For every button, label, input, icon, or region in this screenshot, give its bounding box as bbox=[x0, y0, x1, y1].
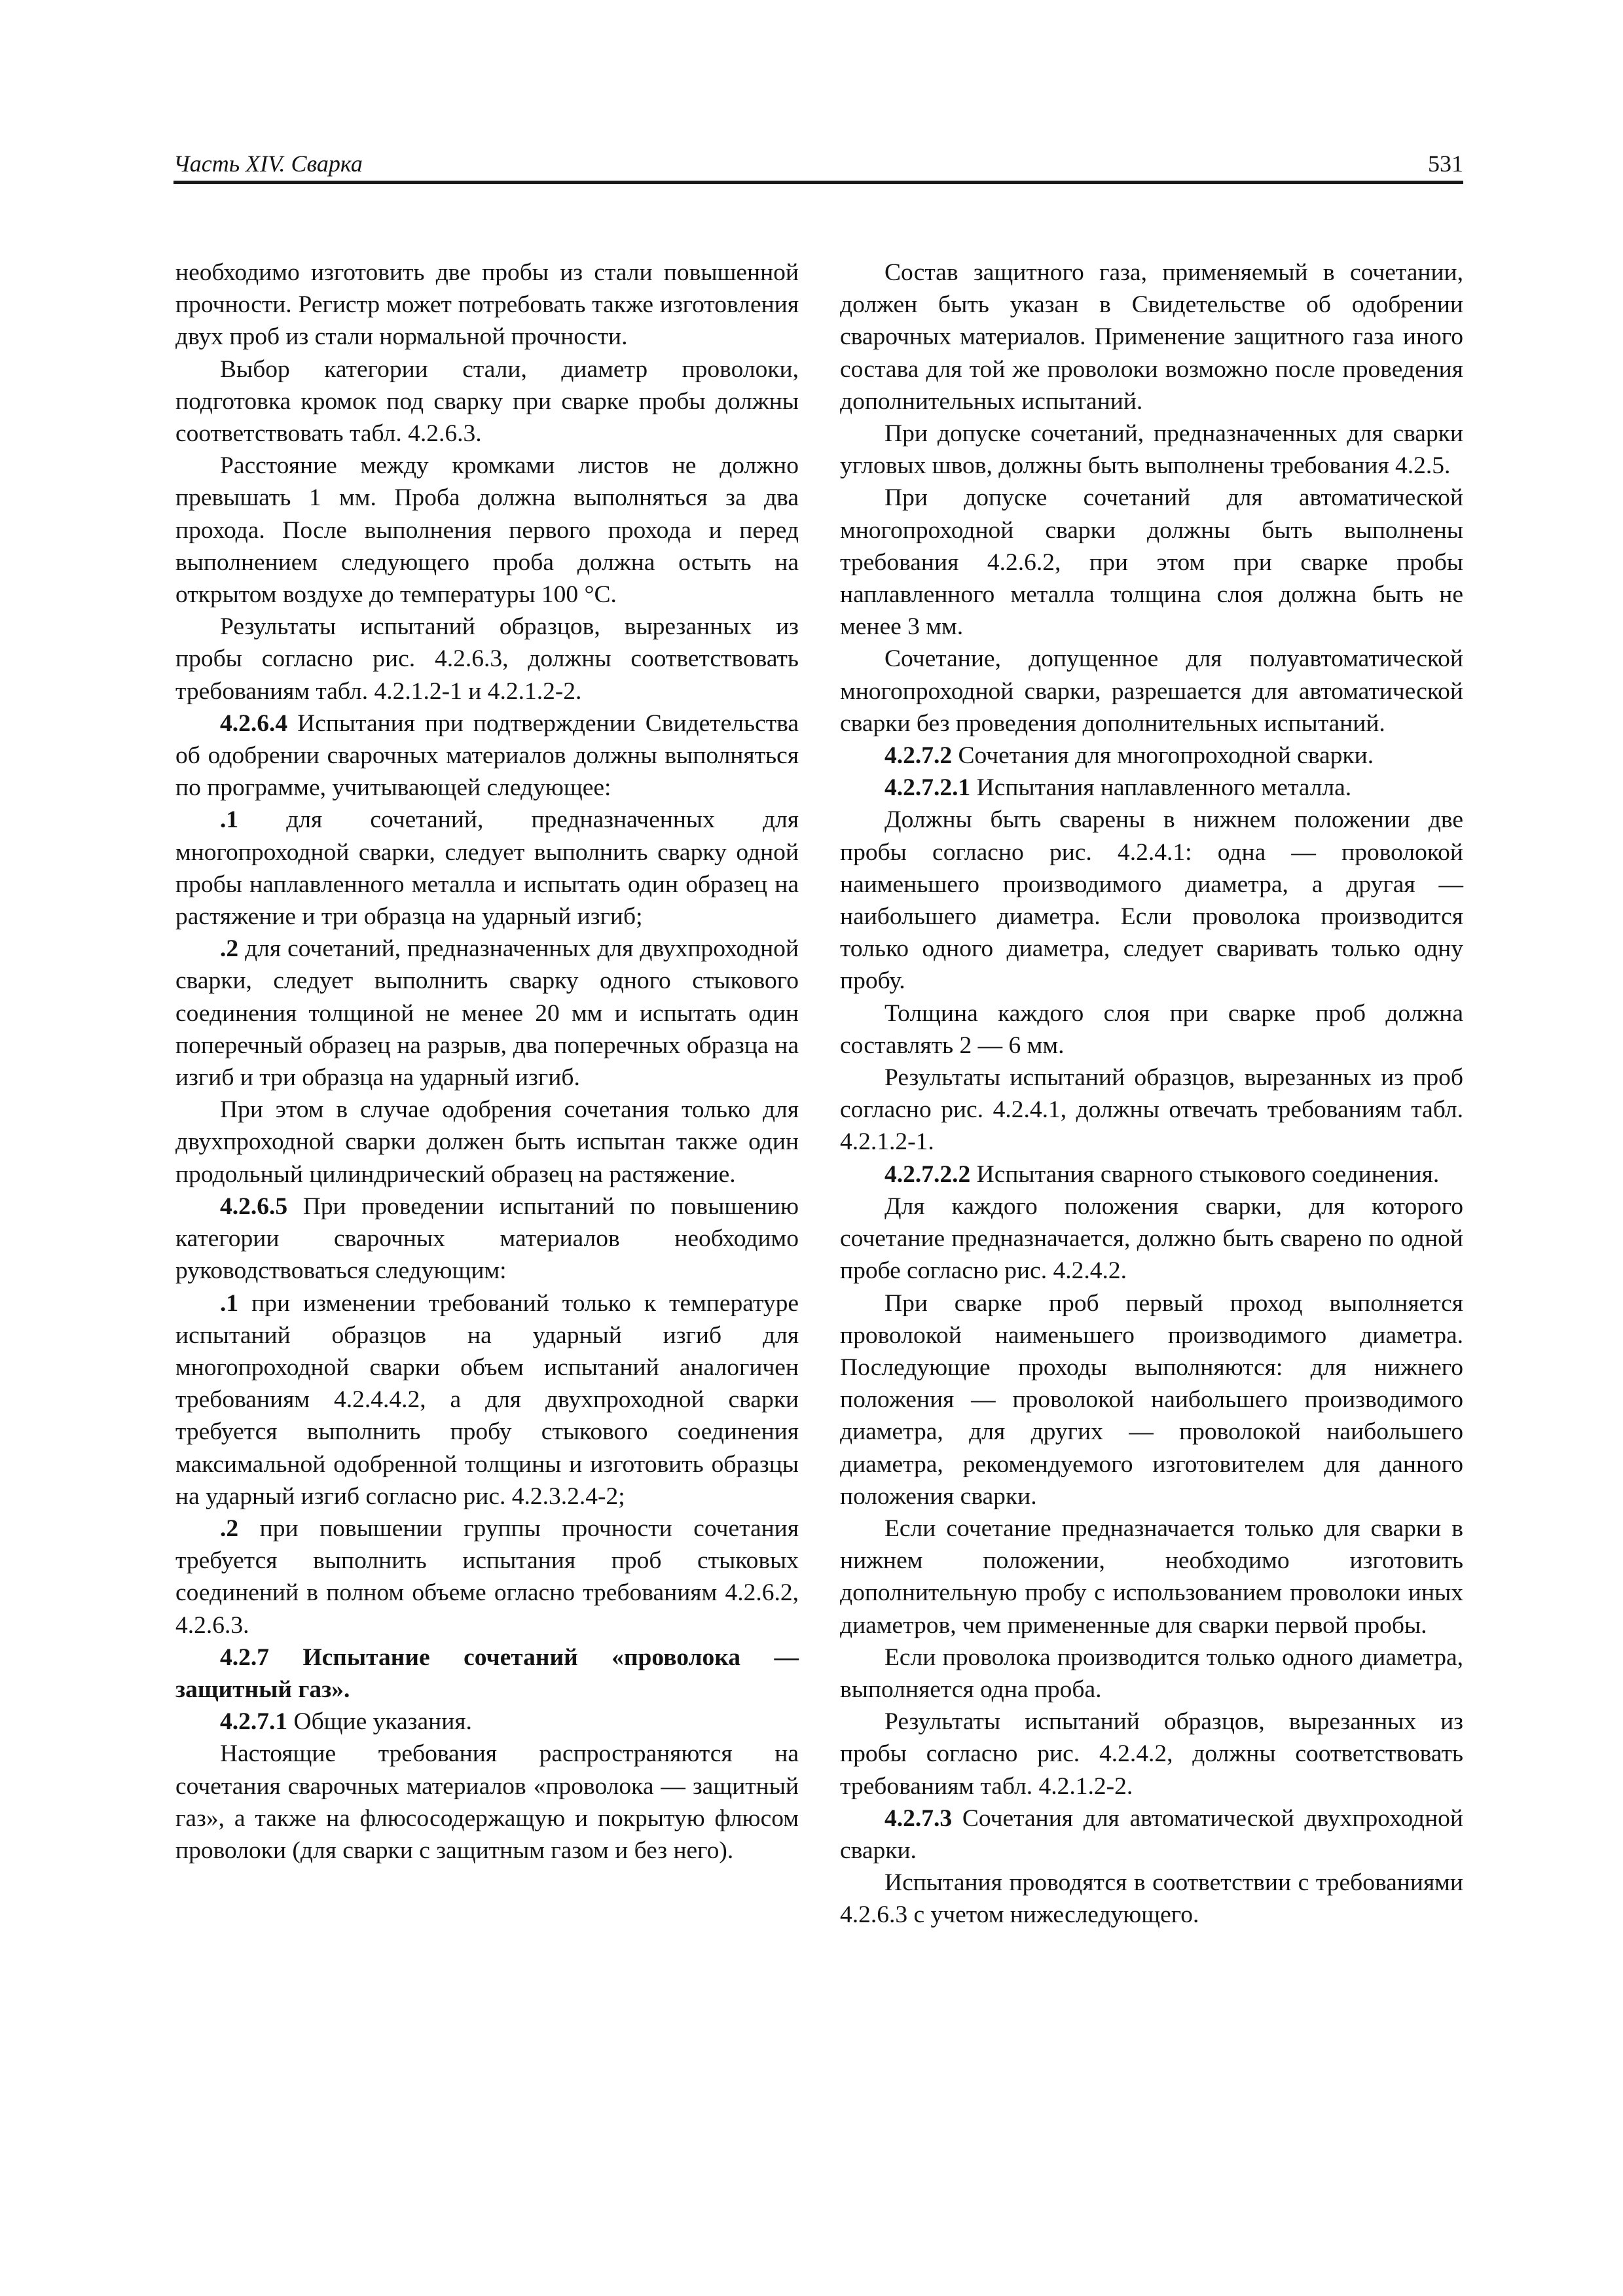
paragraph: .1 при изменении требований только к температуре испытаний образцов на ударный изгиб для многопроходной сварки объем испытаний аналогичен требованиям 4.2.4.4.2, а для двухпроходной сварки требуется выполнить пробу стыкового соединения максимальной одобренной толщины и изготовить образцы на ударный изгиб согласно рис. 4.2.3.2.4-2; bbox=[175, 1289, 799, 1510]
paragraph: Сочетание, допущенное для полуавтоматической многопроходной сварки, разрешается для автоматической сварки без проведения дополнительных испытаний. bbox=[840, 645, 1463, 737]
paragraph: При этом в случае одобрения сочетания только для двухпроходной сварки должен быть испытан также один продольный цилиндрический образец на растяжение. bbox=[175, 1096, 799, 1188]
left-column bbox=[175, 257, 799, 1867]
paragraph: Результаты испытаний образцов, вырезанных из пробы согласно рис. 4.2.4.2, должны соответствовать требованиям табл. 4.2.1.2-2. bbox=[840, 1708, 1463, 1800]
paragraph: 4.2.7.2.1 Испытания наплавленного металла. bbox=[884, 774, 1352, 802]
paragraph: Испытания проводятся в соответствии с требованиями 4.2.6.3 с учетом нижеследующего. bbox=[840, 1869, 1463, 1929]
paragraph: .2 при повышении группы прочности сочетания требуется выполнить испытания проб стыковых соединений в полном объеме огласно требованиям 4.2.6.2, 4.2.6.3. bbox=[175, 1515, 799, 1639]
paragraph: .2 для сочетаний, предназначенных для двухпроходной сварки, следует выполнить сварку одного стыкового соединения толщиной не менее 20 мм и испытать один поперечный образец на разрыв, два поперечных образца на изгиб и три образца на ударный изгиб. bbox=[175, 935, 799, 1092]
paragraph: 4.2.6.4 Испытания при подтверждении Свидетельства об одобрении сварочных материалов должны выполняться по программе, учитывающей следующее: bbox=[175, 709, 799, 802]
paragraph: 4.2.7.2 Сочетания для многопроходной сварки. bbox=[884, 742, 1374, 770]
paragraph: Результаты испытаний образцов, вырезанных из пробы согласно рис. 4.2.6.3, должны соответствовать требованиям табл. 4.2.1.2-1 и 4.2.1.2-2. bbox=[175, 613, 799, 705]
page-number: 531 bbox=[1428, 151, 1463, 177]
paragraph: При сварке проб первый проход выполняется проволокой наименьшего производимого диаметра. Последующие проходы выполняются: для нижнего положения — проволокой наибольшего производимого диаметра, для других — проволокой наибольшего диаметра, рекомендуемого изготовителем для данного положения сварки. bbox=[840, 1289, 1463, 1510]
paragraph: 4.2.7.1 Общие указания. bbox=[220, 1708, 472, 1736]
header-title: Часть XIV. Сварка bbox=[173, 151, 363, 177]
paragraph: 4.2.7.3 Сочетания для автоматической двухпроходной сварки. bbox=[840, 1804, 1463, 1864]
paragraph: Если сочетание предназначается только для сварки в нижнем положении, необходимо изготовить дополнительную пробу с использованием проволоки иных диаметров, чем примененные для сварки первой пробы. bbox=[840, 1515, 1463, 1639]
paragraph: .1 для сочетаний, предназначенных для многопроходной сварки, следует выполнить сварку одной пробы наплавленного металла и испытать один образец на растяжение и три образца на ударный изгиб; bbox=[175, 806, 799, 931]
paragraph: Настоящие требования распространяются на сочетания сварочных материалов «проволока — защитный газ», а также на флюсосодержащую и покрытую флюсом проволоки (для сварки с защитным газом и без него). bbox=[175, 1740, 799, 1864]
paragraph: Выбор категории стали, диаметр проволоки, подготовка кромок под сварку при сварке пробы должны соответствовать табл. 4.2.6.3. bbox=[175, 355, 799, 448]
paragraph: необходимо изготовить две пробы из стали повышенной прочности. Регистр может потребовать также изготовления двух проб из стали нормальной прочности. bbox=[175, 259, 799, 351]
paragraph: Должны быть сварены в нижнем положении две пробы согласно рис. 4.2.4.1: одна — проволокой наименьшего производимого диаметра, а другая — наибольшего диаметра. Если проволока производится только одного диаметра, следует сваривать только одну пробу. bbox=[840, 806, 1463, 995]
paragraph: При допуске сочетаний для автоматической многопроходной сварки должны быть выполнены требования 4.2.6.2, при этом при сварке пробы наплавленного металла толщина слоя должна быть не менее 3 мм. bbox=[840, 484, 1463, 641]
paragraph: Расстояние между кромками листов не должно превышать 1 мм. Проба должна выполняться за два прохода. После выполнения первого прохода и перед выполнением следующего проба должна остыть на открытом воздухе до температуры 100 °С. bbox=[175, 452, 799, 609]
paragraph: Результаты испытаний образцов, вырезанных из проб согласно рис. 4.2.4.1, должны отвечать требованиям табл. 4.2.1.2-1. bbox=[840, 1064, 1463, 1156]
section-heading: 4.2.7 Испытание сочетаний «проволока — защитный газ». bbox=[175, 1643, 799, 1703]
right-column bbox=[840, 257, 1463, 1931]
paragraph: 4.2.7.2.2 Испытания сварного стыкового соединения. bbox=[884, 1160, 1440, 1188]
paragraph: Для каждого положения сварки, для которого сочетание предназначается, должно быть сварено по одной пробе согласно рис. 4.2.4.2. bbox=[840, 1193, 1463, 1285]
paragraph: 4.2.6.5 При проведении испытаний по повышению категории сварочных материалов необходимо руководствоваться следующим: bbox=[175, 1193, 799, 1285]
paragraph: Если проволока производится только одного диаметра, выполняется одна проба. bbox=[840, 1643, 1463, 1703]
paragraph: Толщина каждого слоя при сварке проб должна составлять 2 — 6 мм. bbox=[840, 999, 1463, 1059]
running-header bbox=[173, 144, 1463, 184]
paragraph: При допуске сочетаний, предназначенных для сварки угловых швов, должны быть выполнены требования 4.2.5. bbox=[840, 420, 1463, 480]
paragraph: Состав защитного газа, применяемый в сочетании, должен быть указан в Свидетельстве об одобрении сварочных материалов. Применение защитного газа иного состава для той же проволоки возможно после проведения дополнительных испытаний. bbox=[840, 259, 1463, 415]
